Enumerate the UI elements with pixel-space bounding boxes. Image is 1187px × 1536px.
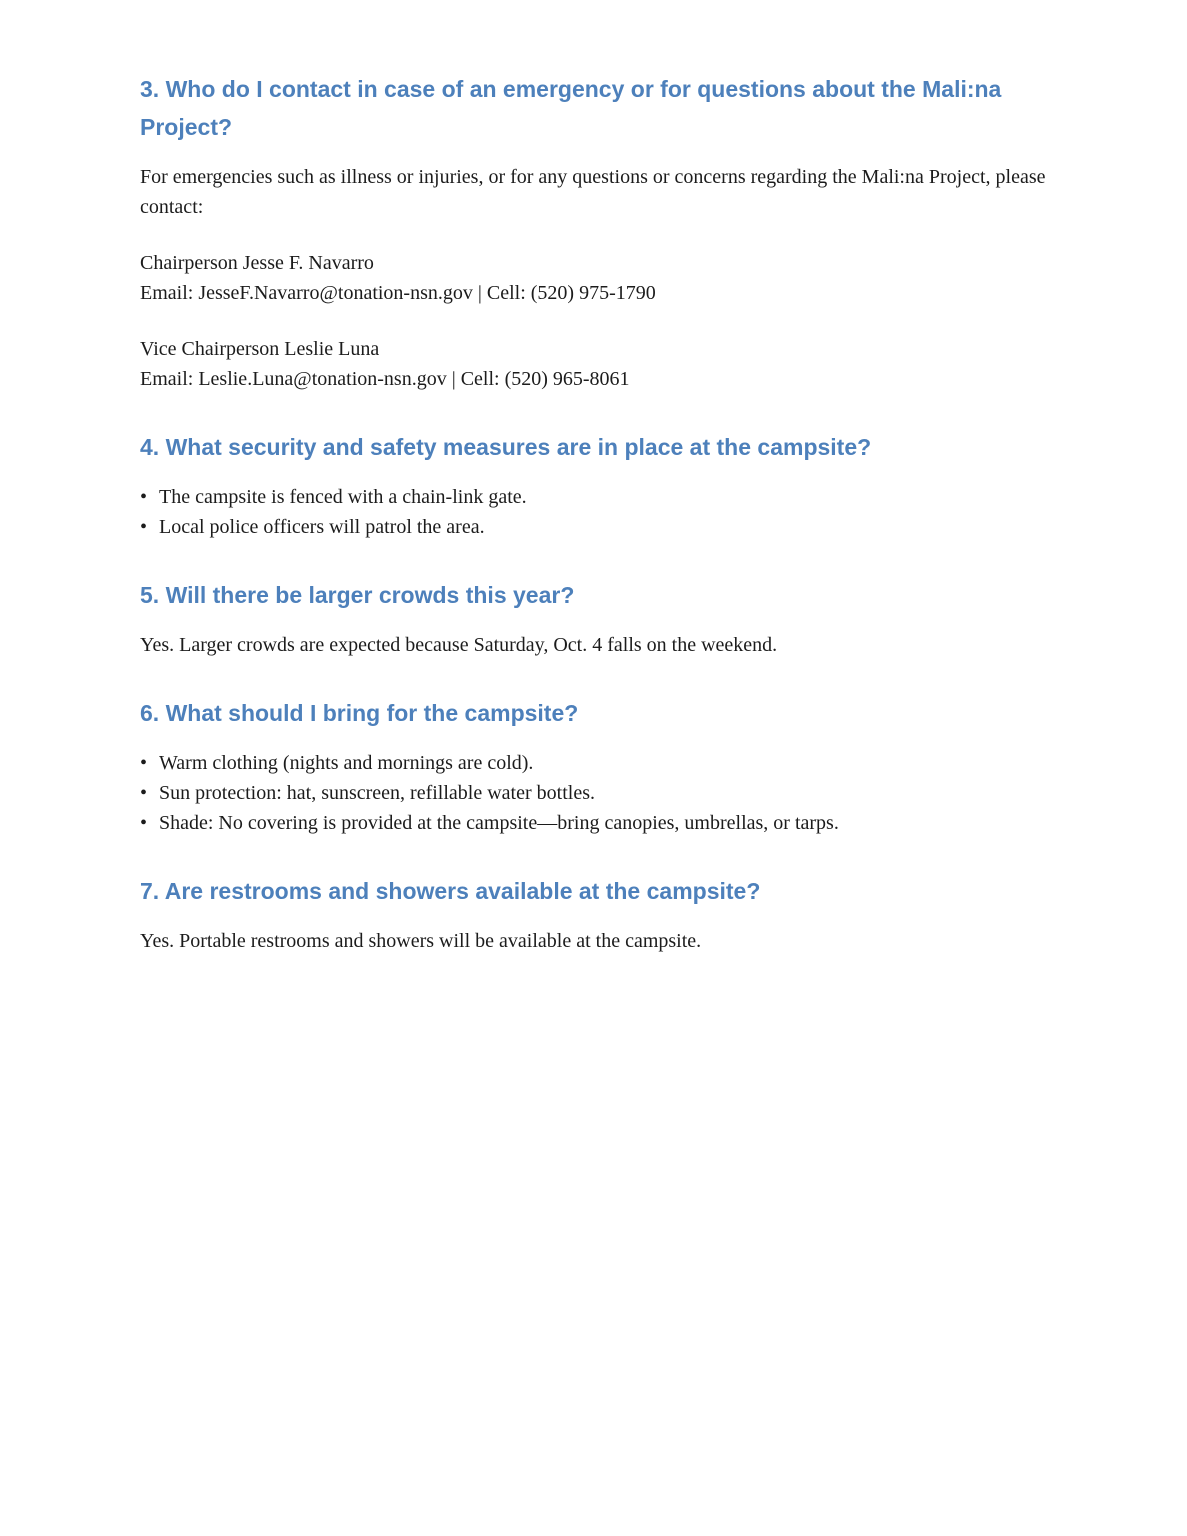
bullet-icon: • <box>140 516 148 538</box>
section-3-paragraph: For emergencies such as illness or injuries, or for any questions or concerns regarding the Mali:na Project, please contact: <box>140 166 1046 218</box>
bullet-text: Shade: No covering is provided at the campsite—bring canopies, umbrellas, or tarps. <box>159 812 839 834</box>
bullet-text: Sun protection: hat, sunscreen, refillable water bottles. <box>159 782 595 804</box>
document-content <box>140 70 1072 956</box>
faq-section-6 <box>140 694 1072 838</box>
security-bullet-list <box>140 482 1072 542</box>
faq-section-7 <box>140 872 1072 956</box>
bullet-item <box>140 778 1072 808</box>
faq-section-5 <box>140 576 1072 660</box>
bullet-icon: • <box>140 782 148 804</box>
section-7-paragraph: Yes. Portable restrooms and showers will be available at the campsite. <box>140 930 702 952</box>
contact-detail: Email: JesseF.Navarro@tonation-nsn.gov | Cell: (520) 975-1790 <box>140 282 656 304</box>
section-heading-5: 5. Will there be larger crowds this year? <box>140 582 575 608</box>
contact-vice-chairperson <box>140 334 1072 394</box>
contact-chairperson <box>140 248 1072 308</box>
bullet-text: Warm clothing (nights and mornings are cold). <box>159 752 534 774</box>
bullet-text: Local police officers will patrol the area. <box>159 516 485 538</box>
bullet-icon: • <box>140 812 148 834</box>
section-heading-3: 3. Who do I contact in case of an emergency or for questions about the Mali:na Project? <box>140 76 1002 140</box>
section-heading-7: 7. Are restrooms and showers available at the campsite? <box>140 878 761 904</box>
contact-name: Vice Chairperson Leslie Luna <box>140 338 380 360</box>
section-5-paragraph: Yes. Larger crowds are expected because Saturday, Oct. 4 falls on the weekend. <box>140 634 778 656</box>
bullet-item <box>140 512 1072 542</box>
bullet-text: The campsite is fenced with a chain-link gate. <box>159 486 527 508</box>
faq-section-4 <box>140 428 1072 542</box>
bullet-item <box>140 808 1072 838</box>
section-heading-6: 6. What should I bring for the campsite? <box>140 700 579 726</box>
bring-bullet-list <box>140 748 1072 838</box>
bullet-item <box>140 748 1072 778</box>
bullet-item <box>140 482 1072 512</box>
contact-name: Chairperson Jesse F. Navarro <box>140 252 374 274</box>
bullet-icon: • <box>140 752 148 774</box>
bullet-icon: • <box>140 486 148 508</box>
faq-section-3 <box>140 70 1072 394</box>
section-heading-4: 4. What security and safety measures are in place at the campsite? <box>140 434 872 460</box>
contact-detail: Email: Leslie.Luna@tonation-nsn.gov | Cell: (520) 965-8061 <box>140 368 630 390</box>
